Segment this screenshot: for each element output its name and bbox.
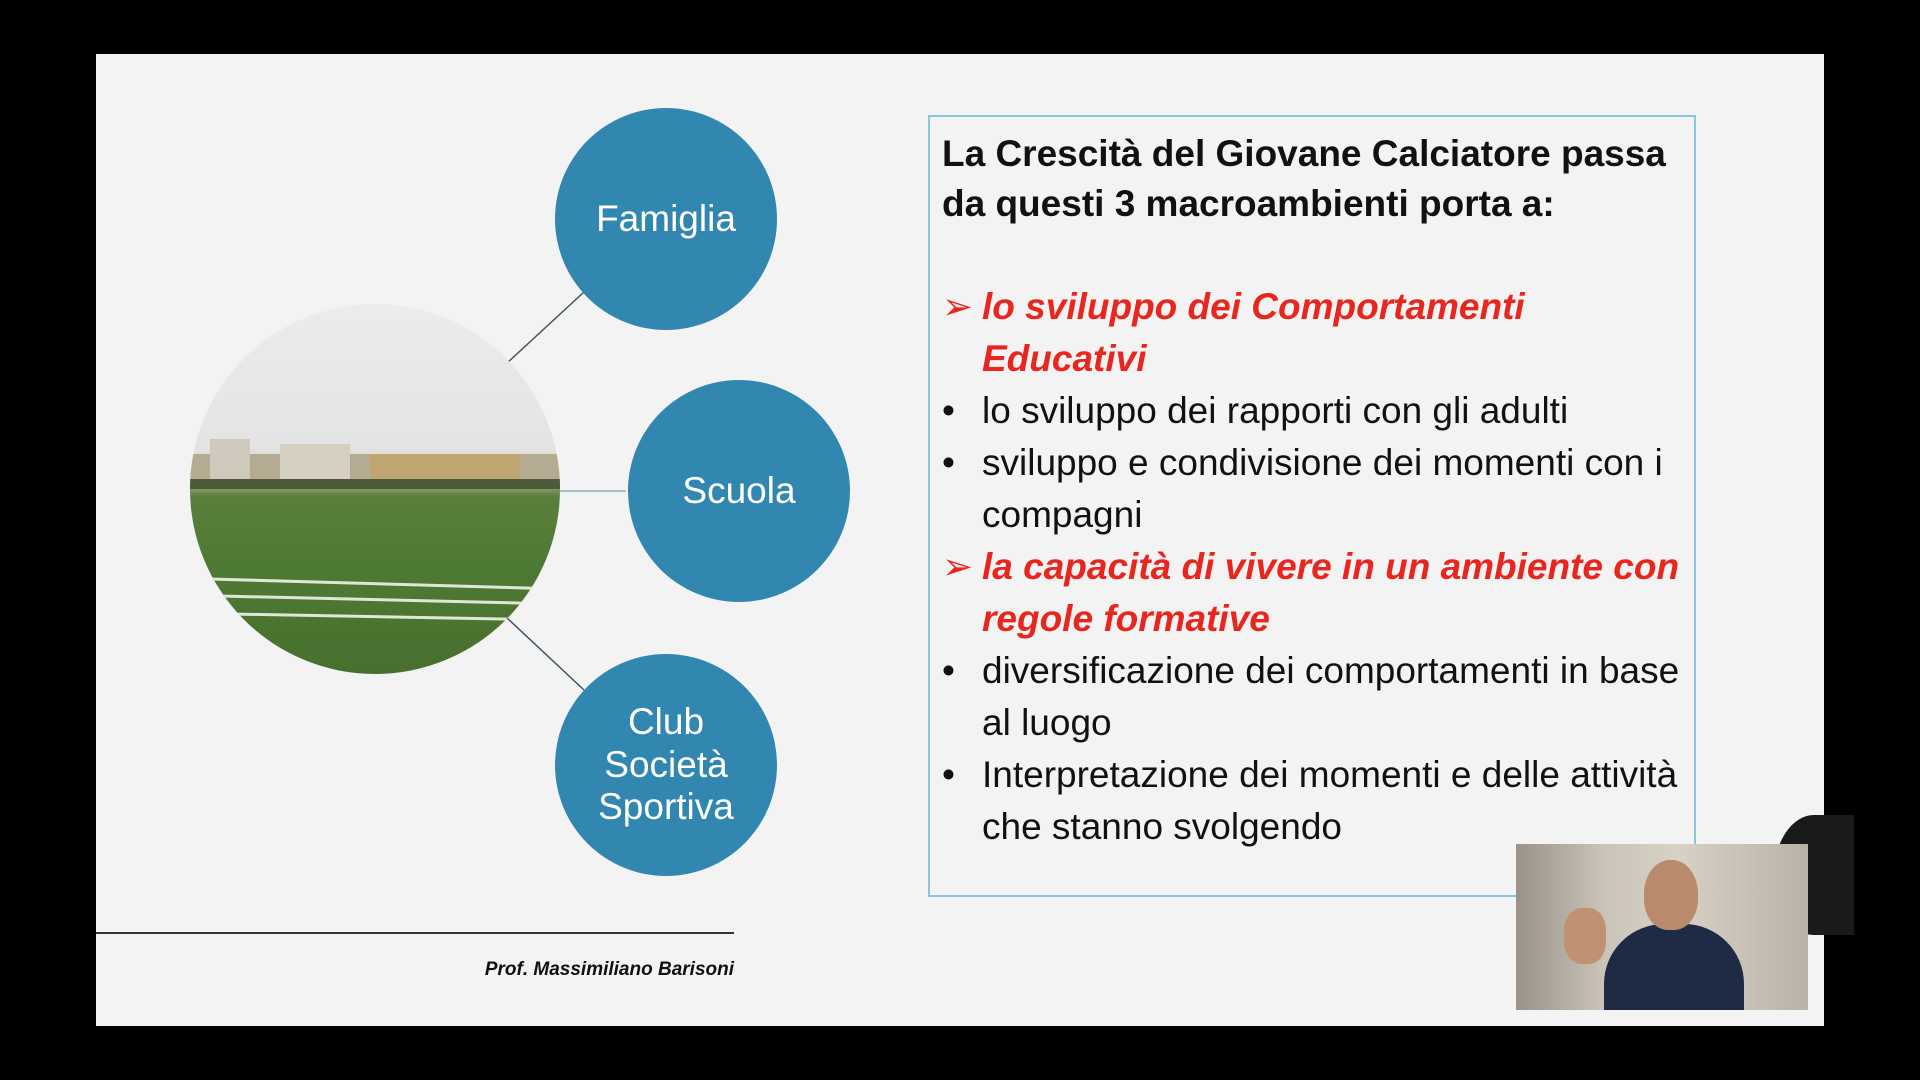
list-item-text: diversificazione dei comportamenti in base al luogo [982,650,1680,743]
track-line-2 [220,596,560,604]
connector-club [506,617,584,690]
list-item-text: sviluppo e condivisione dei momenti con i compagni [982,442,1663,535]
bubble-club [555,654,777,876]
bubble-club-line-3: Sportiva [598,786,734,828]
list-item [942,749,1680,853]
connector-famiglia [506,292,584,364]
bubble-club-line-2: Società [604,743,728,785]
building-1 [210,439,250,484]
bubble-famiglia [555,108,777,330]
list-item [942,437,1680,541]
webcam-video-thumbnail[interactable] [1516,844,1808,1010]
bubble-club-label [598,701,734,830]
footer-divider [96,932,734,934]
bubble-famiglia-label: Famiglia [596,197,736,239]
arrow-bullet-icon: ➢ [942,286,974,327]
bullet-icon: • [942,390,955,431]
list-item [942,281,1680,385]
bullet-icon: • [942,754,955,795]
bullet-icon: • [942,442,955,483]
track-line-1 [210,579,560,589]
field-image [190,304,560,674]
arrow-bullet-icon: ➢ [942,546,974,587]
presenter-hand [1564,908,1606,964]
list-item-text: lo sviluppo dei Comportamenti Educativi [982,286,1525,379]
football-field-photo [190,304,560,674]
textbox-heading: La Crescità del Giovane Calciatore passa da questi 3 macroambienti porta a: [942,133,1666,224]
bubble-scuola [628,380,850,602]
presenter-body [1604,924,1744,1010]
treeline [190,479,560,489]
bubble-club-line-1: Club [627,700,705,742]
list-item [942,645,1680,749]
presenter-head [1644,860,1698,930]
author-credit: Prof. Massimiliano Barisoni [484,959,734,980]
list-item-text: Interpretazione dei momenti e delle attività che stanno svolgendo [982,754,1678,847]
list-item-text: lo sviluppo dei rapporti con gli adulti [982,390,1569,431]
building-2 [280,444,350,484]
list-item [942,385,1680,437]
list-item [942,541,1680,645]
bullet-icon: • [942,650,955,691]
growth-textbox [928,115,1696,897]
bubble-scuola-label: Scuola [682,469,796,511]
growth-list [942,281,1680,853]
list-item-text: la capacità di vivere in un ambiente con regole formative [982,546,1680,639]
